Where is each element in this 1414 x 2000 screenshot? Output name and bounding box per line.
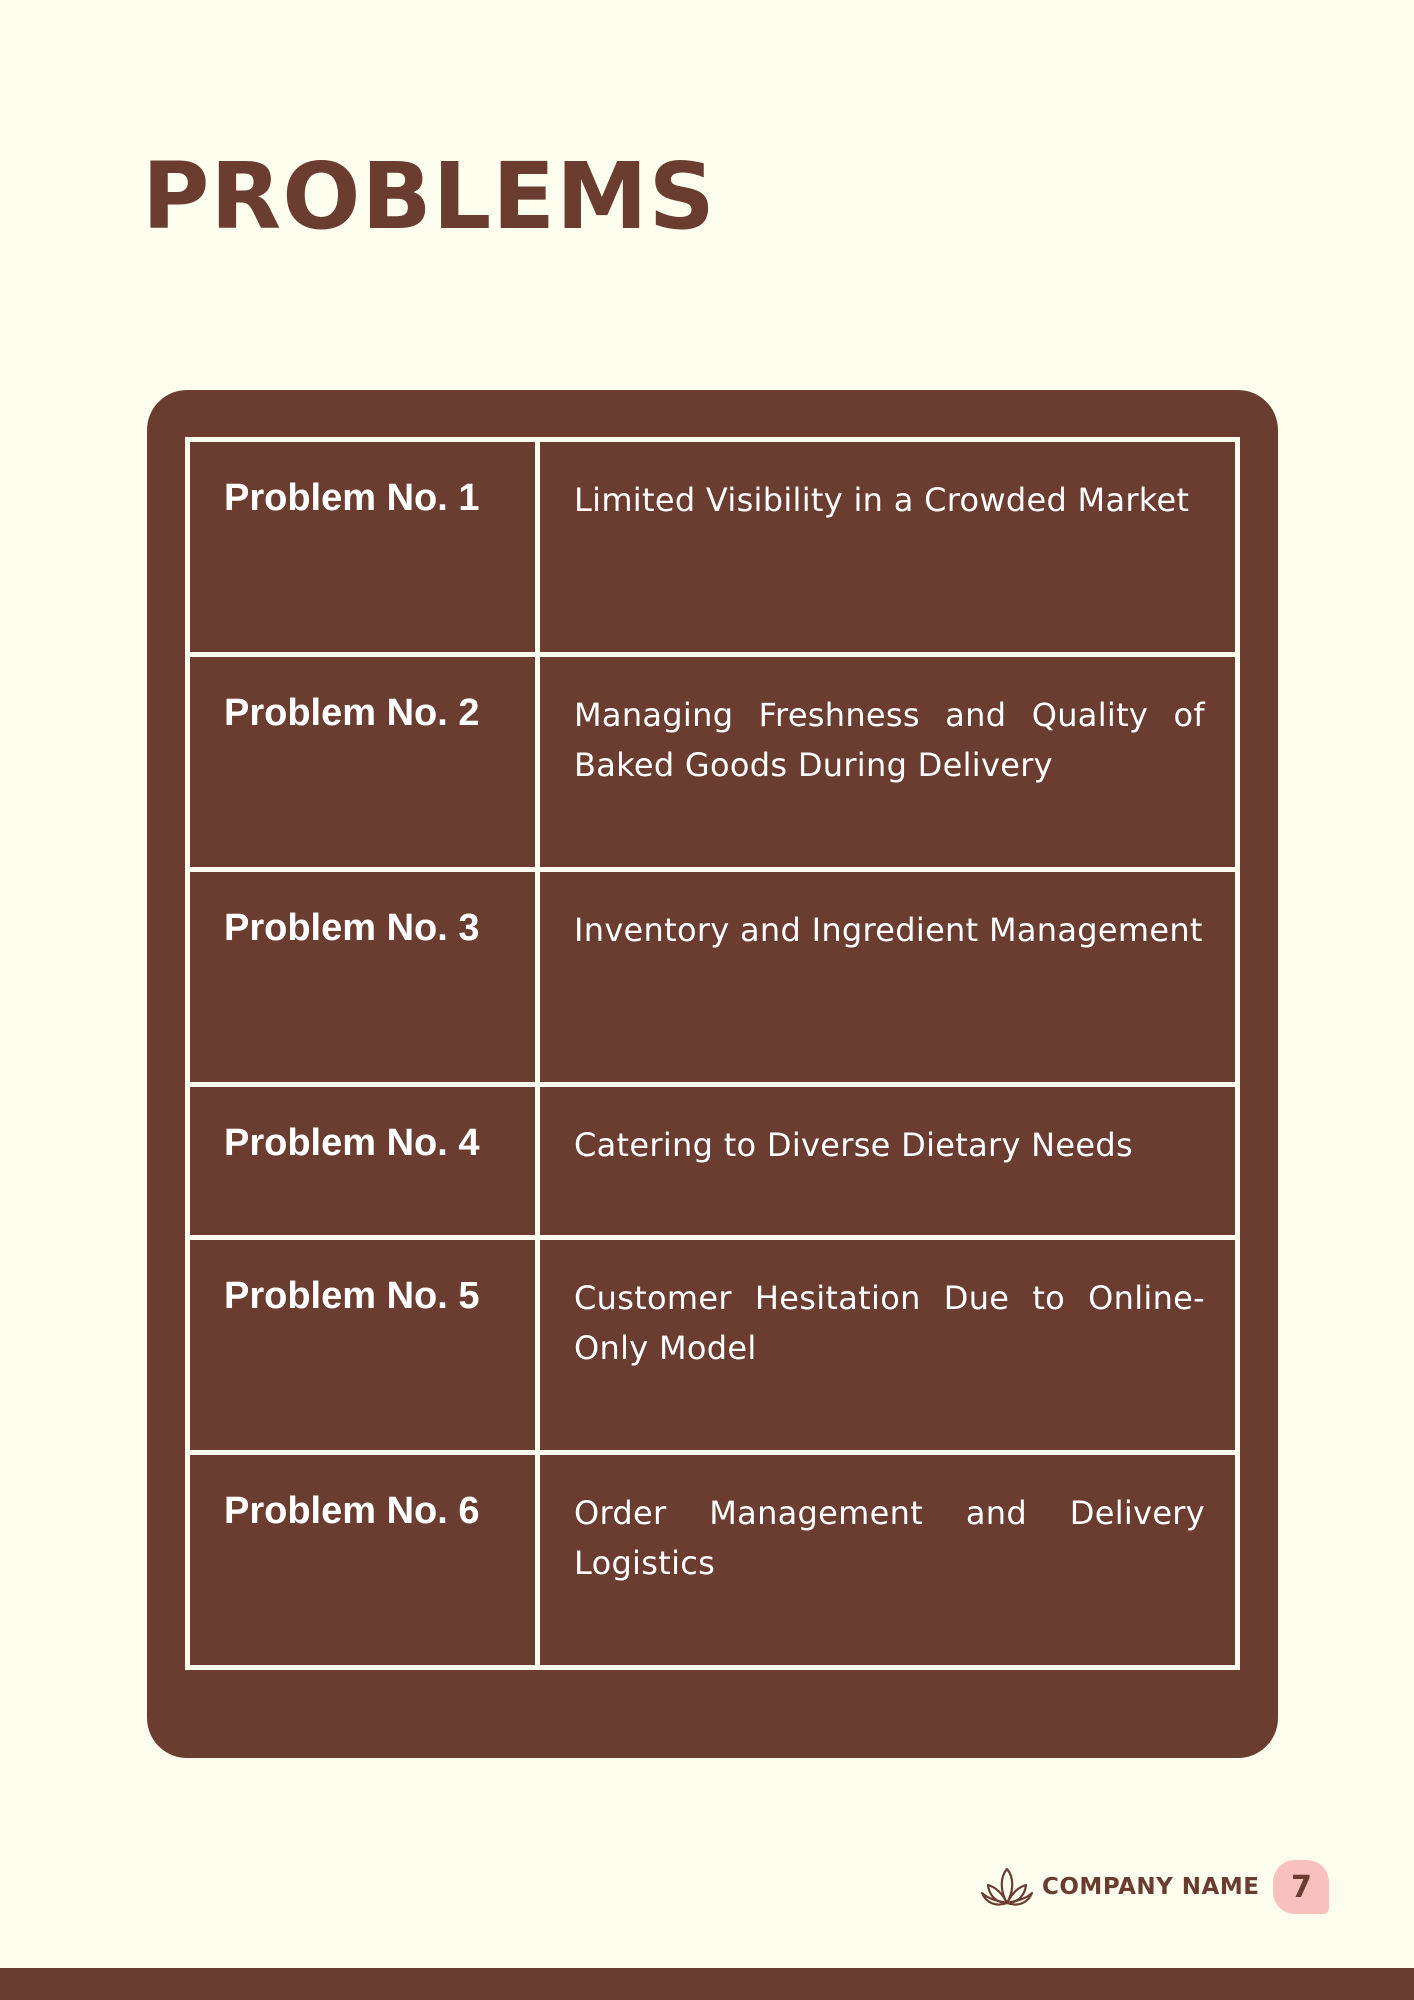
problem-label: Problem No. 6 xyxy=(224,1490,480,1532)
problem-label: Problem No. 1 xyxy=(224,477,480,519)
problem-label-cell xyxy=(188,870,538,1085)
page-title: PROBLEMS xyxy=(142,143,716,250)
problem-label: Problem No. 5 xyxy=(224,1275,480,1317)
table-row xyxy=(188,440,1238,655)
problem-description-cell xyxy=(538,1085,1238,1238)
problem-description: Managing Freshness and Quality of Baked Goods During Delivery xyxy=(574,696,1205,784)
problem-label-cell xyxy=(188,1085,538,1238)
table-row xyxy=(188,1085,1238,1238)
problem-label-cell xyxy=(188,655,538,870)
problem-description: Customer Hesitation Due to Online-Only Model xyxy=(574,1279,1205,1367)
problems-table-card xyxy=(147,390,1278,1758)
problem-description: Order Management and Delivery Logistics xyxy=(574,1494,1205,1582)
table-row xyxy=(188,1453,1238,1668)
company-name: COMPANY NAME xyxy=(1042,1874,1260,1900)
problem-description-cell xyxy=(538,655,1238,870)
problem-description-cell xyxy=(538,870,1238,1085)
bottom-bar xyxy=(0,1968,1414,2000)
problem-label-cell xyxy=(188,1453,538,1668)
lotus-icon xyxy=(980,1863,1034,1911)
page-number-badge: 7 xyxy=(1273,1860,1329,1914)
table-row xyxy=(188,1238,1238,1453)
problem-label: Problem No. 3 xyxy=(224,907,480,949)
problem-description-cell xyxy=(538,1453,1238,1668)
table-row xyxy=(188,870,1238,1085)
problem-label: Problem No. 4 xyxy=(224,1122,480,1164)
problem-description-cell xyxy=(538,440,1238,655)
problem-label-cell xyxy=(188,440,538,655)
table-row xyxy=(188,655,1238,870)
page-footer xyxy=(980,1860,1329,1914)
problem-label-cell xyxy=(188,1238,538,1453)
problems-table xyxy=(185,437,1240,1670)
problem-description: Catering to Diverse Dietary Needs xyxy=(574,1126,1133,1164)
problem-label: Problem No. 2 xyxy=(224,692,480,734)
problem-description: Inventory and Ingredient Management xyxy=(574,911,1203,949)
problem-description-cell xyxy=(538,1238,1238,1453)
problem-description: Limited Visibility in a Crowded Market xyxy=(574,481,1190,519)
